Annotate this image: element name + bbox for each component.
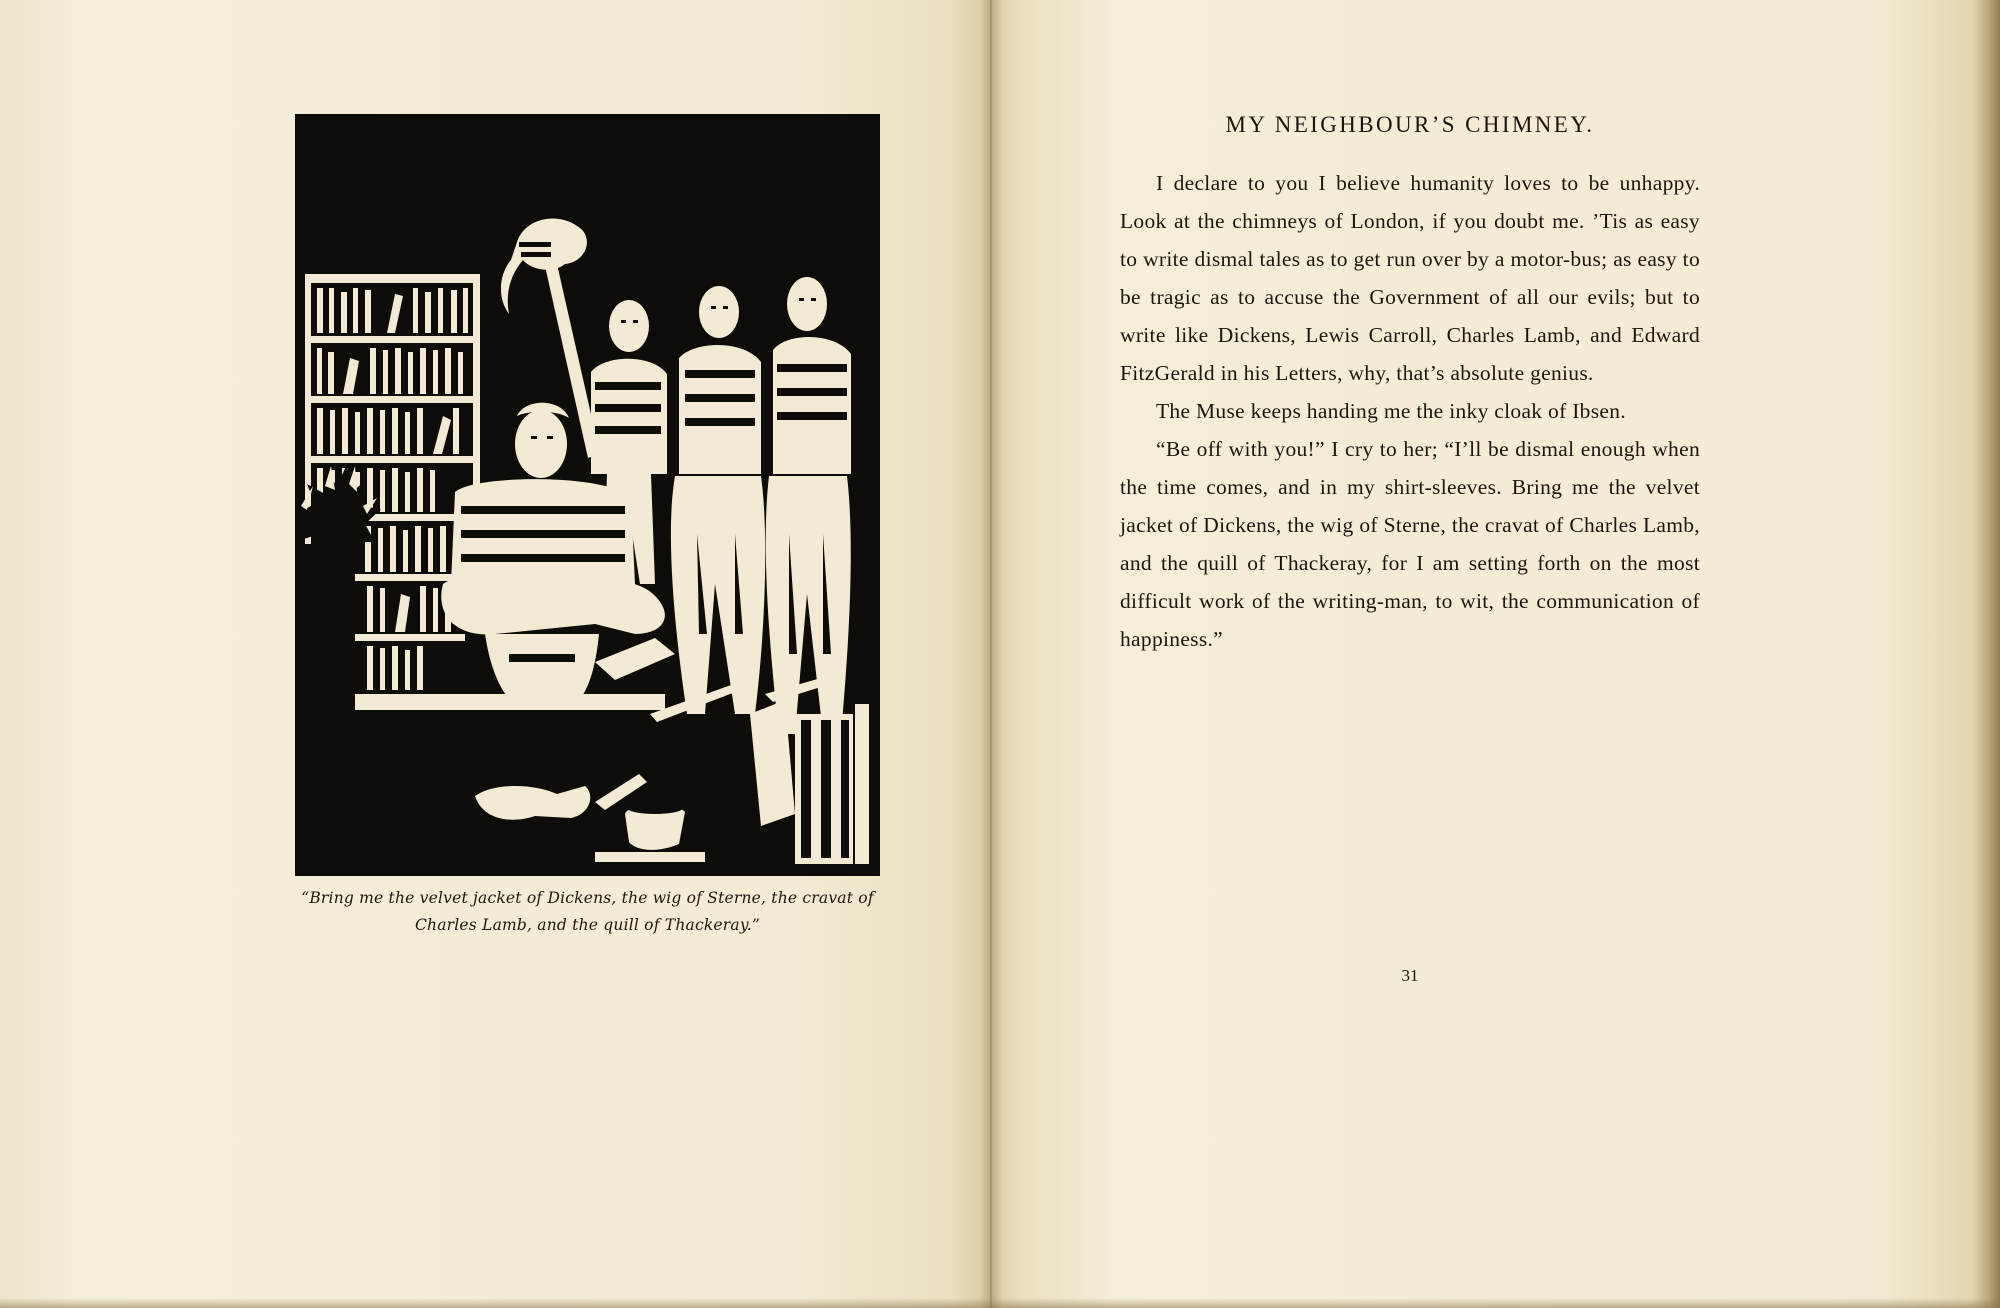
chapter-body [1120,164,1700,658]
paragraph: “Be off with you!” I cry to her; “I’ll be dismal enough when the time comes, and in my shirt-sleeves. Bring me the velvet jacket of Dickens, the wig of Sterne, the cravat of Charles Lamb, and the quill of Thackeray, for I am setting forth on the most difficult work of the writing-man, to wit, the communication of happiness.” [1120,437,1700,651]
book-gutter [980,0,1002,1308]
page-edge [1974,0,2000,1308]
paragraph: I declare to you I believe humanity loves to be unhappy. Look at the chimneys of London, if you doubt me. ’Tis as easy to write dismal tales as to get run over by a motor-bus; as easy to be tragic as to accuse the Government of all our evils; but to write like Dickens, Lewis Carroll, Charles Lamb, and Edward FitzGerald in his Letters, why, that’s absolute genius. [1120,171,1700,385]
woodcut-illustration [295,114,880,876]
page-number: 31 [1401,966,1419,985]
paragraph: The Muse keeps handing me the inky cloak of Ibsen. [1156,399,1626,423]
left-page [0,0,990,1308]
chapter-title: MY NEIGHBOUR’S CHIMNEY. [1225,112,1595,137]
illustration-caption: “Bring me the velvet jacket of Dickens, the wig of Sterne, the cravat of Charles Lamb, and the quill of Thackeray.” [301,889,874,934]
page-bottom-edge [0,1298,2000,1308]
illustration-artwork [295,114,880,876]
